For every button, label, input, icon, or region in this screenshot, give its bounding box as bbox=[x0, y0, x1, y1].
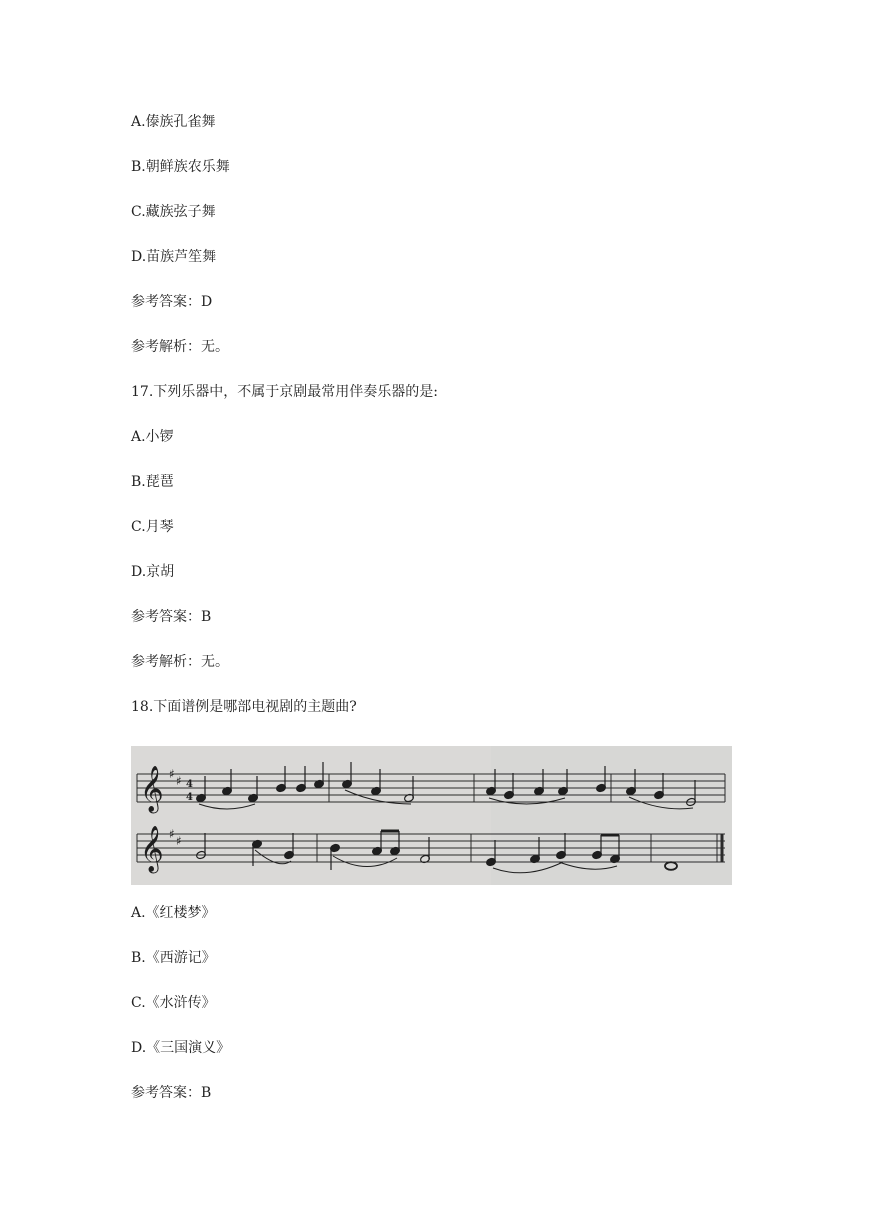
svg-text:4: 4 bbox=[186, 779, 193, 790]
q17-option-c: C.月琴 bbox=[131, 519, 174, 535]
svg-text:4: 4 bbox=[186, 792, 193, 803]
q16-analysis: 参考解析：无。 bbox=[131, 339, 229, 355]
q16-option-d: D.苗族芦笙舞 bbox=[131, 249, 217, 265]
q18-answer: 参考答案：B bbox=[131, 1085, 212, 1101]
q18-option-a: A.《红楼梦》 bbox=[131, 905, 216, 921]
q17-option-a: A.小锣 bbox=[131, 429, 174, 445]
q17-option-b: B.琵琶 bbox=[131, 474, 174, 490]
q18-option-b: B.《西游记》 bbox=[131, 950, 216, 966]
q17-option-d: D.京胡 bbox=[131, 564, 175, 580]
q16-option-c: C.藏族弦子舞 bbox=[131, 204, 216, 220]
q18-option-c: C.《水浒传》 bbox=[131, 995, 216, 1011]
svg-text:♯: ♯ bbox=[169, 767, 175, 781]
q17-answer: 参考答案：B bbox=[131, 609, 212, 625]
svg-text:♯: ♯ bbox=[176, 774, 182, 788]
q18-stem: 18.下面谱例是哪部电视剧的主题曲? bbox=[131, 699, 357, 715]
music-score-image bbox=[131, 746, 732, 885]
q17-analysis: 参考解析：无。 bbox=[131, 654, 229, 670]
svg-text:𝄞: 𝄞 bbox=[140, 826, 164, 872]
q18-option-d: D.《三国演义》 bbox=[131, 1040, 231, 1056]
svg-text:♯: ♯ bbox=[176, 834, 182, 848]
svg-text:♯: ♯ bbox=[169, 827, 175, 841]
q17-stem: 17.下列乐器中，不属于京剧最常用伴奏乐器的是: bbox=[131, 384, 438, 400]
music-score-drawing bbox=[131, 746, 732, 885]
svg-text:𝄞: 𝄞 bbox=[140, 766, 164, 812]
q16-option-b: B.朝鲜族农乐舞 bbox=[131, 159, 230, 175]
q16-answer: 参考答案：D bbox=[131, 294, 213, 310]
q16-option-a: A.傣族孔雀舞 bbox=[131, 114, 216, 130]
